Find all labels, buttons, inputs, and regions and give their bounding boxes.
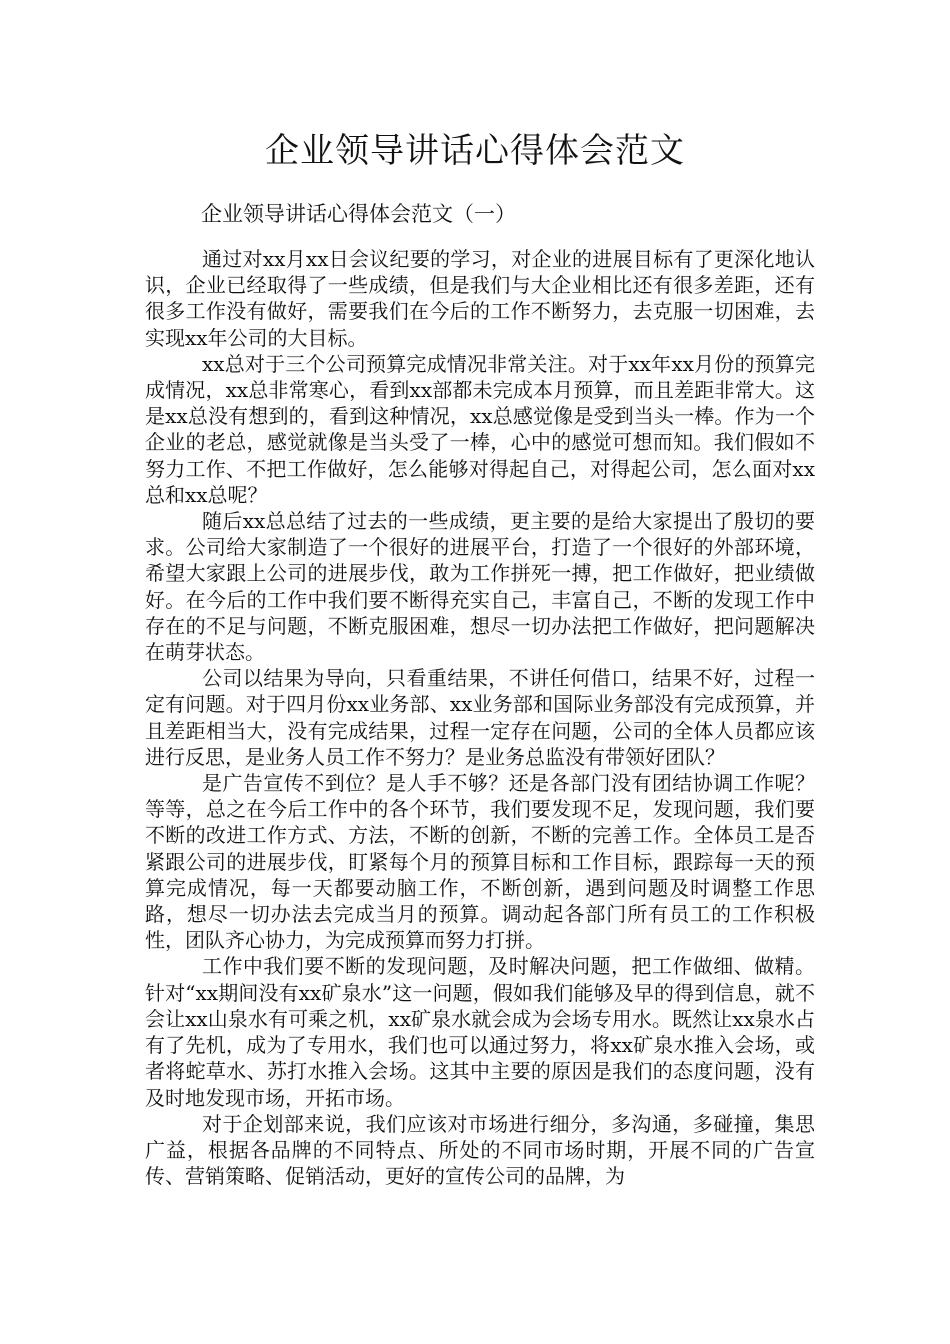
body-paragraph-5: 是广告宣传不到位？是人手不够？还是各部门没有团结协调工作呢？等等，总之在今后工作中的各个环节，我们要发现不足，发现问题，我们要不断的改进工作方式、方法，不断的创新，不断的完善工作。全体员工是否紧跟公司的进展步伐，盯紧每个月的预算目标和工作目标，跟踪每一天的预算完成情况，每一天都要动脑工作，不断创新，遇到问题及时调整工作思路，想尽一切办法去完成当月的预算。调动起各部门所有员工的工作积极性，团队齐心协力，为完成预算而努力打拼。 <box>145 771 815 953</box>
document-subtitle: 企业领导讲话心得体会范文（一） <box>201 202 516 226</box>
document-body <box>145 246 815 1189</box>
body-paragraph-1: 通过对xx月xx日会议纪要的学习，对企业的进展目标有了更深化地认识，企业已经取得了一些成绩，但是我们与大企业相比还有很多差距，还有很多工作没有做好，需要我们在今后的工作不断努力，去克服一切困难，去实现xx年公司的大目标。 <box>145 247 815 350</box>
body-paragraph-7: 对于企划部来说，我们应该对市场进行细分，多沟通，多碰撞，集思广益，根据各品牌的不同特点、所处的不同市场时期，开展不同的广告宣传、营销策略、促销活动，更好的宣传公司的品牌，为 <box>145 1111 815 1189</box>
body-paragraph-4: 公司以结果为导向，只看重结果，不讲任何借口，结果不好，过程一定有问题。对于四月份xx业务部、xx业务部和国际业务部没有完成预算，并且差距相当大，没有完成结果，过程一定存在问题，公司的全体人员都应该进行反思，是业务人员工作不努力？是业务总监没有带领好团队？ <box>145 666 815 769</box>
document-title: 企业领导讲话心得体会范文 <box>265 131 685 171</box>
body-paragraph-2: xx总对于三个公司预算完成情况非常关注。对于xx年xx月份的预算完成情况，xx总非常寒心，看到xx部都未完成本月预算，而且差距非常大。这是xx总没有想到的，看到这种情况，xx总感觉像是受到当头一棒。作为一个企业的老总，感觉就像是当头受了一棒，心中的感觉可想而知。我们假如不努力工作、不把工作做好，怎么能够对得起自己，对得起公司，怎么面对xx总和xx总呢？ <box>145 351 815 507</box>
body-paragraph-6: 工作中我们要不断的发现问题，及时解决问题，把工作做细、做精。针对“xx期间没有xx矿泉水”这一问题，假如我们能够及早的得到信息，就不会让xx山泉水有可乘之机，xx矿泉水就会成为会场专用水。既然让xx泉水占有了先机，成为了专用水，我们也可以通过努力，将xx矿泉水推入会场，或者将蛇草水、苏打水推入会场。这其中主要的原因是我们的态度问题，没有及时地发现市场，开拓市场。 <box>145 954 815 1110</box>
body-paragraph-3: 随后xx总总结了过去的一些成绩，更主要的是给大家提出了殷切的要求。公司给大家制造了一个很好的进展平台，打造了一个很好的外部环境，希望大家跟上公司的进展步伐，敢为工作拼死一搏，把工作做好，把业绩做好。在今后的工作中我们要不断得充实自己，丰富自己，不断的发现工作中存在的不足与问题，不断克服困难，想尽一切办法把工作做好，把问题解决在萌芽状态。 <box>145 509 815 665</box>
